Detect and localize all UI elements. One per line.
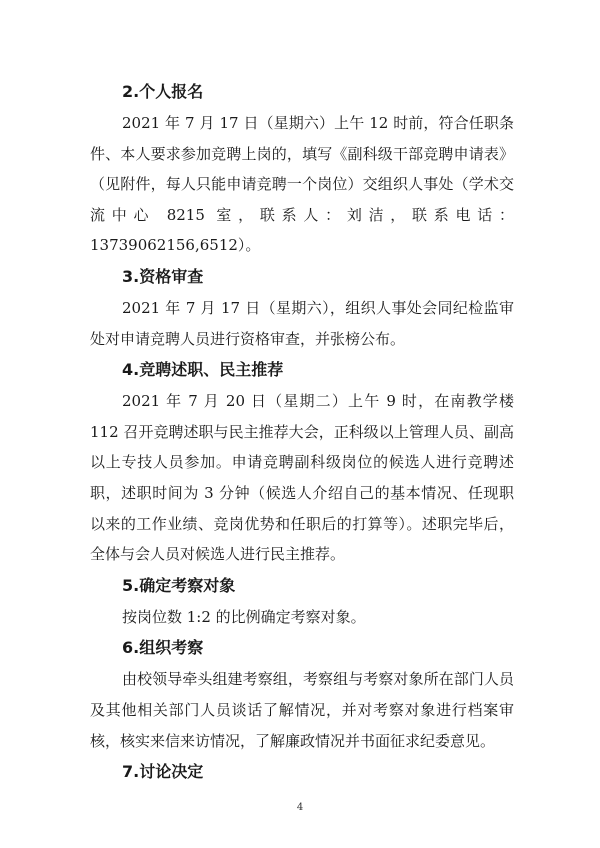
page-number: 4: [296, 802, 304, 813]
section-paragraph-report-recommendation: 2021 年 7 月 20 日（星期二）上午 9 时，在南教学楼 112 召开竞聘述职与民主推荐大会，正科级以上管理人员、副高以上专技人员参加。申请竞聘副科级岗位的候选人进行竞聘述职，述职时间为 3 分钟（候选人介绍自己的基本情况、任现职以来的工作业绩、竞岗优势和任职后的打算等）。述职完毕后，全体与会人员对候选人进行民主推荐。: [90, 392, 514, 564]
section-heading-report-recommendation: 4.竞聘述职、民主推荐: [122, 360, 284, 380]
section-heading-qualification-review: 3.资格审查: [122, 266, 204, 286]
section-heading-organizational-inspection: 6.组织考察: [122, 638, 204, 658]
section-paragraph-organizational-inspection: 由校领导牵头组建考察组，考察组与考察对象所在部门人员及其他相关部门人员谈话了解情况，并对考察对象进行档案审核，核实来信来访情况，了解廉政情况并书面征求纪委意见。: [90, 670, 514, 750]
document-body: [90, 76, 514, 788]
section-heading-registration: 2.个人报名: [122, 82, 204, 101]
section-heading-determine-candidates: 5.确定考察对象: [122, 575, 236, 595]
section-heading-discussion-decision: 7.讨论决定: [122, 762, 204, 782]
section-paragraph-determine-candidates: 按岗位数 1:2 的比例确定考察对象。: [122, 607, 366, 626]
section-paragraph-qualification-review: 2021 年 7 月 17 日（星期六），组织人事处会同纪检监审处对申请竞聘人员进行资格审查，并张榜公布。: [90, 298, 514, 348]
section-paragraph-registration: 2021 年 7 月 17 日（星期六）上午 12 时前，符合任职条件、本人要求参加竞聘上岗的，填写《副科级干部竞聘申请表》（见附件，每人只能申请竞聘一个岗位）交组织人事处（学术交流中心 8215 室，联系人：刘洁，联系电话：13739062156,6512）。: [90, 114, 514, 255]
